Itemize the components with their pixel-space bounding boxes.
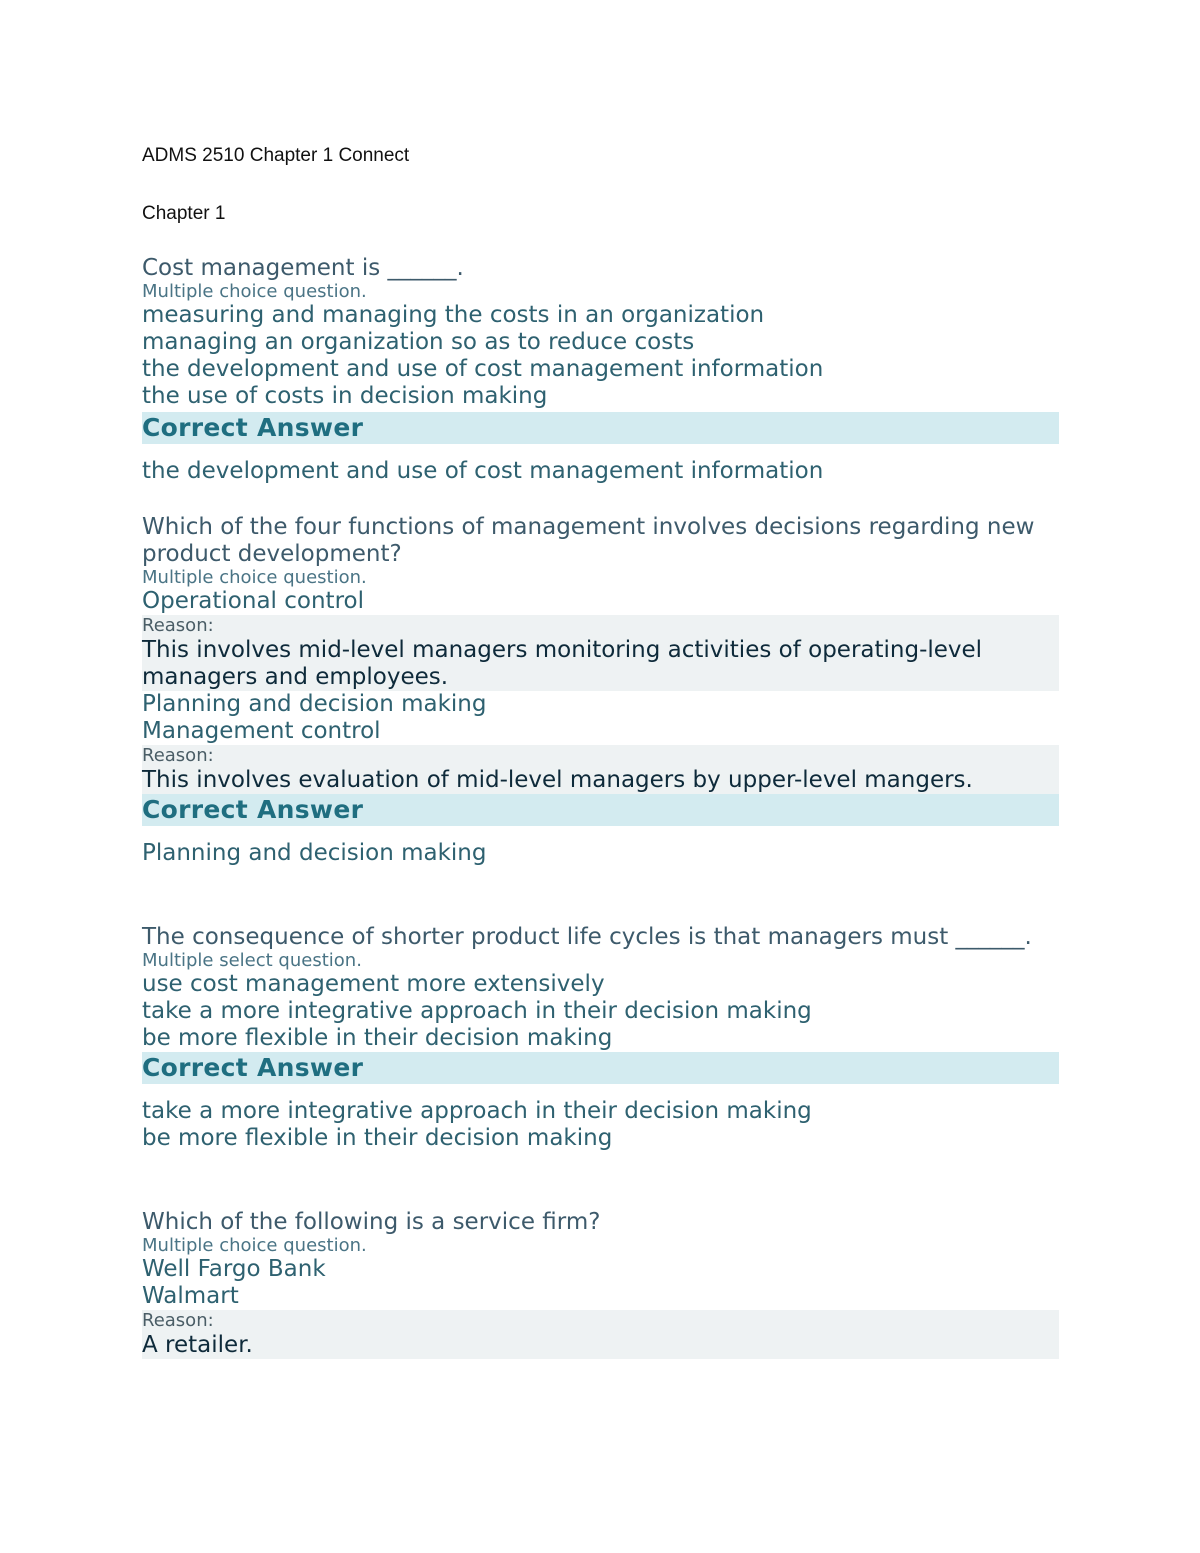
question-1 xyxy=(142,255,1059,485)
answer-option: the use of costs in decision making xyxy=(142,383,548,409)
answer-option: use cost management more extensively xyxy=(142,971,605,997)
answer-option: be more flexible in their decision making xyxy=(142,1025,613,1051)
question-3 xyxy=(142,924,1059,1152)
answer-option: measuring and managing the costs in an organization xyxy=(142,302,765,328)
reason-label: Reason: xyxy=(142,1310,214,1331)
reason-text: This involves evaluation of mid-level managers by upper-level mangers. xyxy=(142,767,973,793)
reason-label: Reason: xyxy=(142,615,214,636)
correct-answer: be more flexible in their decision making xyxy=(142,1125,613,1151)
correct-answer-heading: Correct Answer xyxy=(142,412,1059,444)
correct-answer-heading: Correct Answer xyxy=(142,1052,1059,1084)
correct-answer: Planning and decision making xyxy=(142,840,487,866)
answer-option: take a more integrative approach in their decision making xyxy=(142,998,812,1024)
document-page xyxy=(142,143,1059,1359)
correct-answer: take a more integrative approach in their decision making xyxy=(142,1098,812,1124)
reason-box xyxy=(142,745,1059,794)
reason-box xyxy=(142,615,1059,691)
question-type: Multiple select question. xyxy=(142,950,362,971)
question-type: Multiple choice question. xyxy=(142,281,367,302)
answer-option: Walmart xyxy=(142,1283,239,1309)
answer-option: Management control xyxy=(142,718,381,744)
question-type: Multiple choice question. xyxy=(142,567,367,588)
question-2 xyxy=(142,514,1059,867)
question-text: Which of the four functions of management involves decisions regarding new product development? xyxy=(142,514,1035,567)
reason-label: Reason: xyxy=(142,745,214,766)
reason-box xyxy=(142,1310,1059,1359)
answer-option: the development and use of cost management information xyxy=(142,356,824,382)
correct-answer-heading: Correct Answer xyxy=(142,794,1059,826)
question-text: Which of the following is a service firm? xyxy=(142,1209,601,1235)
question-text: Cost management is ______. xyxy=(142,255,464,281)
question-text: The consequence of shorter product life cycles is that managers must ______. xyxy=(142,924,1032,950)
correct-answer-list xyxy=(142,840,1059,867)
answer-option: managing an organization so as to reduce costs xyxy=(142,329,695,355)
correct-answer: the development and use of cost management information xyxy=(142,458,824,484)
reason-text: This involves mid-level managers monitoring activities of operating-level managers and employees. xyxy=(142,637,983,690)
correct-answer-list xyxy=(142,1098,1059,1152)
answer-option: Operational control xyxy=(142,588,364,614)
reason-text: A retailer. xyxy=(142,1332,253,1358)
chapter-heading: Chapter 1 xyxy=(142,203,226,224)
question-type: Multiple choice question. xyxy=(142,1235,367,1256)
question-4 xyxy=(142,1209,1059,1359)
correct-answer-list xyxy=(142,458,1059,485)
answer-option: Well Fargo Bank xyxy=(142,1256,326,1282)
document-title: ADMS 2510 Chapter 1 Connect xyxy=(142,145,410,166)
answer-option: Planning and decision making xyxy=(142,691,487,717)
